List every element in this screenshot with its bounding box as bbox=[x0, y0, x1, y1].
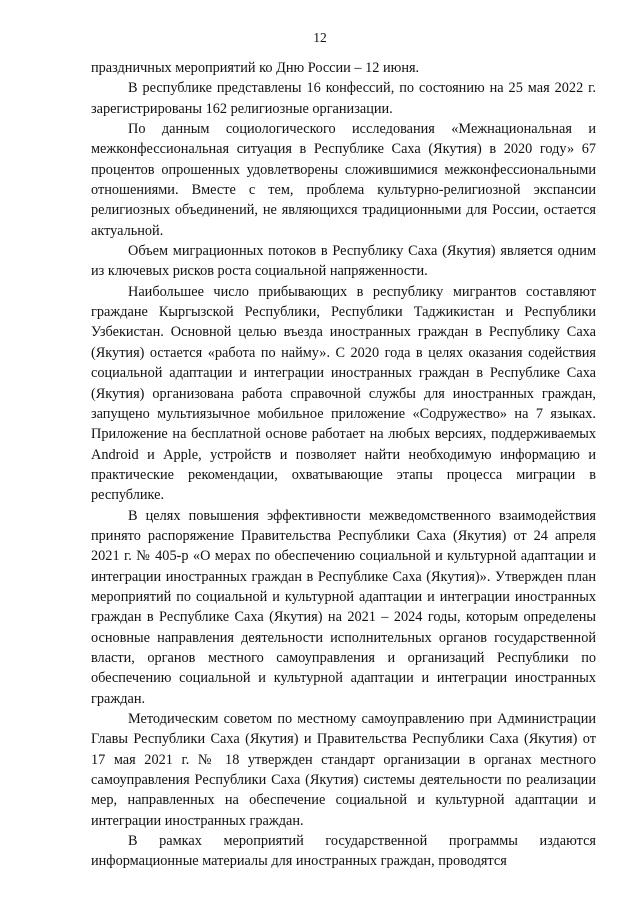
paragraph-confessions: В республике представлены 16 конфессий, по состоянию на 25 мая 2022 г. зарегистрированы 162 религиозные организации. bbox=[91, 80, 596, 117]
page-number: 12 bbox=[313, 30, 327, 45]
paragraph-continuation: праздничных мероприятий ко Дню России – 12 июня. bbox=[91, 60, 420, 76]
document-body bbox=[91, 58, 596, 872]
paragraph-government-order: В целях повышения эффективности межведомственного взаимодействия принято распоряжение Правительства Республики Саха (Якутия) от 24 апреля 2021 г. № 405-р «О мерах по обеспечению социальной и культурной адаптации и интеграции иностранных граждан в Республике Саха (Якутия)». Утвержден план мероприятий по социальной и культурной адаптации и интеграции иностранных граждан в Республике Саха (Якутия) на 2021 – 2024 годы, которым определены основные направления деятельности исполнительных органов государственной власти, органов местного самоуправления и организаций Республики по обеспечению социальной и культурной адаптации и интеграции иностранных граждан. bbox=[91, 507, 596, 707]
paragraph-migration-risk: Объем миграционных потоков в Республику Саха (Якутия) является одним из ключевых рисков роста социальной напряженности. bbox=[91, 243, 596, 280]
paragraph-program-materials: В рамках мероприятий государственной программы издаются информационные материалы для иностранных граждан, проводятся bbox=[91, 833, 596, 870]
paragraph-migrants: Наибольшее число прибывающих в республику мигрантов составляют граждане Кыргызской Республики, Республики Таджикистан и Республики Узбекистан. Основной целью въезда иностранных граждан в Республику Саха (Якутия) остается «работа по найму». С 2020 года в целях оказания содействия социальной адаптации и интеграции иностранных граждан в Республике Саха (Якутия) организована работа справочной службы для иностранных граждан, запущено мультиязычное мобильное приложение «Содружество» на 7 языках. Приложение на бесплатной основе работает на любых версиях, поддерживаемых Android и Apple, устройств и позволяет найти необходимую информацию и практические рекомендации, охватывающие этапы процесса миграции в республике. bbox=[91, 283, 596, 504]
paragraph-survey: По данным социологического исследования «Межнациональная и межконфессиональная ситуация в Республике Саха (Якутия) в 2020 году» 67 процентов опрошенных удовлетворены сложившимися межконфессиональными отношениями. Вместе с тем, проблема культурно-религиозной экспансии религиозных объединений, не являющихся традиционными для России, остается актуальной. bbox=[91, 121, 596, 239]
paragraph-methodical-council: Методическим советом по местному самоуправлению при Администрации Главы Республики Саха (Якутия) и Правительства Республики Саха (Якутия) от 17 мая 2021 г. № 18 утвержден стандарт организации в органах местного самоуправления Республики Саха (Якутия) системы деятельности по реализации мер, направленных на обеспечение социальной и культурной адаптации и интеграции иностранных граждан. bbox=[91, 711, 596, 829]
